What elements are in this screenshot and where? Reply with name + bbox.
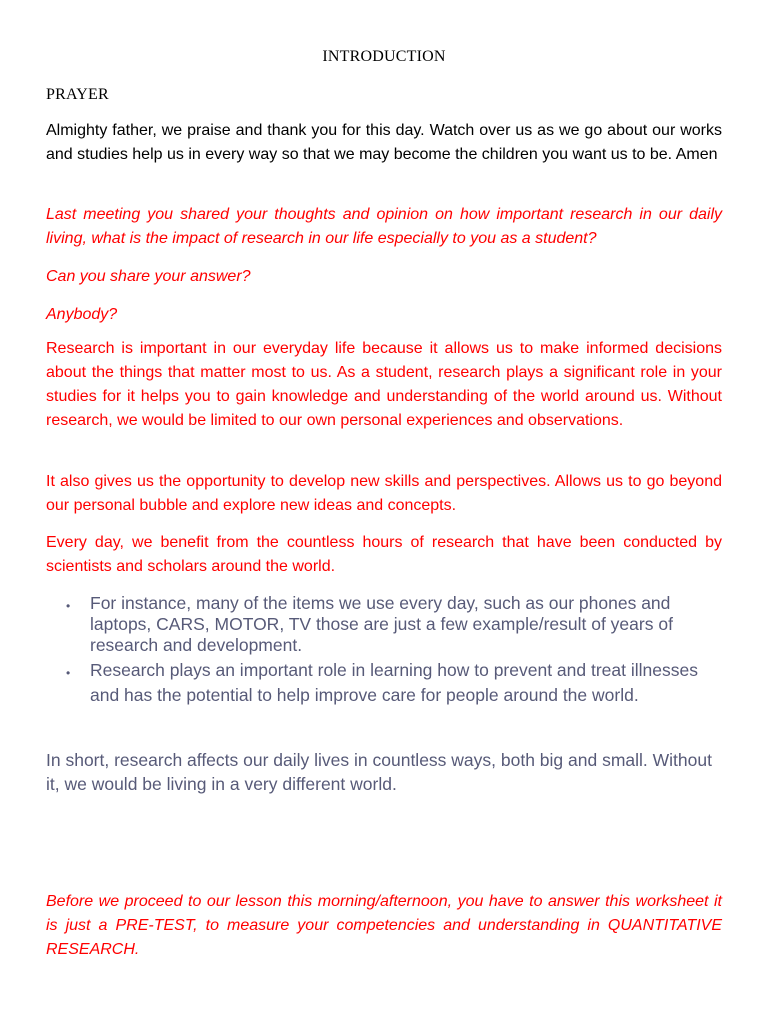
answer-paragraph-3: Every day, we benefit from the countless hours of research that have been conducted by scientists and scholars around the world.: [46, 534, 722, 575]
list-item: [62, 658, 722, 708]
prompt-share-paragraph: Can you share your answer?: [46, 268, 251, 285]
prayer-paragraph: Almighty father, we praise and thank you for this day. Watch over us as we go about our works and studies help us in every way so that we may become the children you want us to be. Amen: [46, 122, 722, 163]
bullet-dot-icon: •: [66, 599, 71, 613]
document-title: INTRODUCTION: [322, 48, 446, 65]
closing-paragraph: Before we proceed to our lesson this morning/afternoon, you have to answer this worksheet it is just a PRE-TEST, to measure your competencies and understanding in QUANTITATIVE RESEARCH.: [46, 893, 722, 958]
answer-paragraph-1: Research is important in our everyday life because it allows us to make informed decisions about the things that matter most to us. As a student, research plays a significant role in your studies for it helps you to gain knowledge and understanding of the world around us. Without research, we would be limited to our own personal experiences and observations.: [46, 340, 722, 429]
prompt-anybody-paragraph: Anybody?: [46, 306, 118, 323]
summary-paragraph: In short, research affects our daily lives in countless ways, both big and small. Without it, we would be living in a very different world.: [46, 750, 712, 794]
list-item: [62, 593, 722, 656]
bullet-list: [62, 593, 722, 708]
bullet-dot-icon: •: [66, 666, 71, 680]
list-item-text: For instance, many of the items we use every day, such as our phones and laptops, CARS, MOTOR, TV those are just a few example/result of years of research and development.: [90, 593, 673, 655]
list-item-text: Research plays an important role in learning how to prevent and treat illnesses and has the potential to help improve care for people around the world.: [90, 660, 698, 705]
question-paragraph: Last meeting you shared your thoughts and opinion on how important research in our daily living, what is the impact of research in our life especially to you as a student?: [46, 206, 722, 247]
answer-paragraph-2: It also gives us the opportunity to develop new skills and perspectives. Allows us to go beyond our personal bubble and explore new ideas and concepts.: [46, 473, 722, 514]
section-heading-prayer: PRAYER: [46, 86, 109, 103]
